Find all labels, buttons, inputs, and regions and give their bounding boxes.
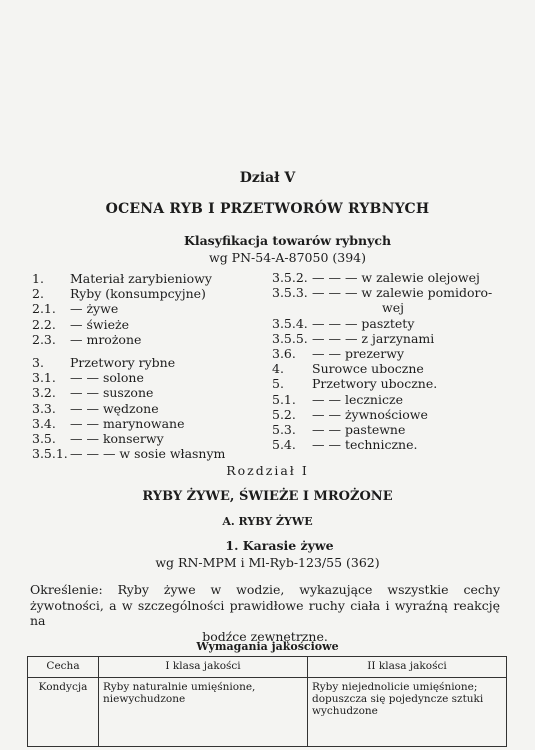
subsection-heading: 1. Karasie żywe: [225, 538, 334, 553]
item-number: 3.1.: [32, 370, 56, 386]
list-item: [32, 431, 262, 446]
item-text: — żywe: [70, 301, 119, 317]
list-item: [32, 385, 262, 400]
item-text: — — — z jarzynami: [312, 330, 435, 346]
list-item: [32, 446, 262, 461]
item-text: wej: [382, 300, 404, 316]
item-number: 5.: [272, 376, 284, 392]
item-text: Ryby (konsumpcyjne): [70, 286, 206, 302]
table-row: [28, 678, 507, 747]
item-number: 5.3.: [272, 422, 296, 438]
item-number: 5.2.: [272, 406, 296, 422]
table-header-row: [28, 657, 507, 678]
list-item: [272, 285, 512, 300]
definition-paragraph: [30, 582, 500, 644]
item-number: 2.1.: [32, 301, 56, 317]
item-number: 2.: [32, 286, 44, 302]
list-item: [272, 392, 512, 407]
table-cell: Kondycja: [28, 678, 99, 747]
item-text: — — techniczne.: [312, 437, 418, 453]
item-text: Przetwory uboczne.: [312, 376, 438, 392]
item-number: 3.6.: [272, 346, 296, 362]
item-number: 3.5.4.: [272, 315, 308, 331]
item-text: — mrożone: [70, 331, 142, 347]
item-text: — — lecznicze: [312, 391, 403, 407]
list-item: [272, 300, 512, 315]
list-item: [272, 376, 512, 391]
item-number: 2.2.: [32, 316, 56, 332]
item-text: — — marynowane: [70, 415, 185, 431]
item-number: 3.2.: [32, 385, 56, 401]
item-number: 3.5.1.: [32, 446, 68, 462]
section-heading: A. RYBY ŻYWE: [222, 515, 313, 528]
definition-text: Określenie: Ryby żywe w wodzie, wykazujące wszystkie cechy żywotności, a w szczególności prawidłowe ruchy ciała i wyraźną reakcję na: [30, 582, 500, 628]
list-item: [272, 331, 512, 346]
item-text: — — — w zalewie pomidoro-: [312, 285, 493, 301]
table-cell: Ryby naturalnie umięśnione, niewychudzone: [99, 678, 308, 747]
item-number: 3.5.5.: [272, 330, 308, 346]
item-text: Surowce uboczne: [312, 361, 424, 377]
item-text: Przetwory rybne: [70, 355, 176, 371]
item-number: 1.: [32, 271, 44, 286]
table-cell: Ryby niejednolicie umięśnione; dopuszcza się pojedyncze sztuki wychudzone: [308, 678, 507, 747]
item-text: — — — pasztety: [312, 315, 415, 331]
division-heading: Dział V: [239, 170, 296, 186]
requirements-title: Wymagania jakościowe: [196, 640, 339, 653]
item-number: 3.5.3.: [272, 285, 308, 301]
item-number: [272, 300, 382, 315]
list-item: [272, 270, 512, 285]
list-item: [272, 422, 512, 437]
item-number: 3.4.: [32, 415, 56, 431]
item-number: 3.3.: [32, 400, 56, 416]
item-number: 5.1.: [272, 391, 296, 407]
column-header: I klasa jakości: [99, 657, 308, 678]
list-item: [272, 437, 512, 452]
item-text: — — — w sosie własnym: [70, 446, 226, 462]
item-text: — — — w zalewie olejowej: [312, 270, 480, 285]
classification-list-left: [32, 271, 262, 461]
column-header: II klasa jakości: [308, 657, 507, 678]
item-number: 5.4.: [272, 437, 296, 453]
item-text: — — wędzone: [70, 400, 159, 416]
item-text: — — suszone: [70, 385, 154, 401]
list-item: [32, 332, 262, 347]
item-text: — — konserwy: [70, 431, 164, 447]
chapter-heading: Rozdział I: [226, 463, 309, 478]
item-text: — — solone: [70, 370, 144, 386]
list-item: [272, 316, 512, 331]
list-item: [32, 317, 262, 332]
item-number: 2.3.: [32, 331, 56, 347]
division-title: OCENA RYB I PRZETWORÓW RYBNYCH: [105, 201, 430, 217]
list-item: [32, 401, 262, 416]
item-text: — — pastewne: [312, 422, 406, 438]
list-item: [32, 355, 262, 370]
item-text: Materiał zarybieniowy: [70, 271, 212, 286]
chapter-title: RYBY ŻYWE, ŚWIEŻE I MROŻONE: [142, 489, 393, 504]
list-item: [272, 346, 512, 361]
requirements-table: [27, 656, 507, 747]
item-number: 3.5.2.: [272, 270, 308, 285]
classification-norm: wg PN-54-A-87050 (394): [209, 250, 366, 265]
list-item: [32, 286, 262, 301]
list-item: [32, 271, 262, 286]
item-text: — — żywnościowe: [312, 406, 428, 422]
list-item: [32, 370, 262, 385]
list-item: [272, 407, 512, 422]
subsection-norm: wg RN-MPM i Ml-Ryb-123/55 (362): [155, 555, 380, 570]
list-item: [272, 361, 512, 376]
item-number: 3.5.: [32, 431, 56, 447]
list-item: [32, 416, 262, 431]
column-header: Cecha: [28, 657, 99, 678]
classification-list-right: [272, 270, 512, 452]
list-item: [32, 301, 262, 316]
definition-text-end: bodźce zewnętrzne.: [202, 628, 328, 644]
classification-heading: Klasyfikacja towarów rybnych: [183, 233, 392, 248]
item-text: — — prezerwy: [312, 346, 405, 362]
item-text: — świeże: [70, 316, 129, 332]
item-number: 4.: [272, 361, 284, 377]
item-number: 3.: [32, 355, 44, 371]
